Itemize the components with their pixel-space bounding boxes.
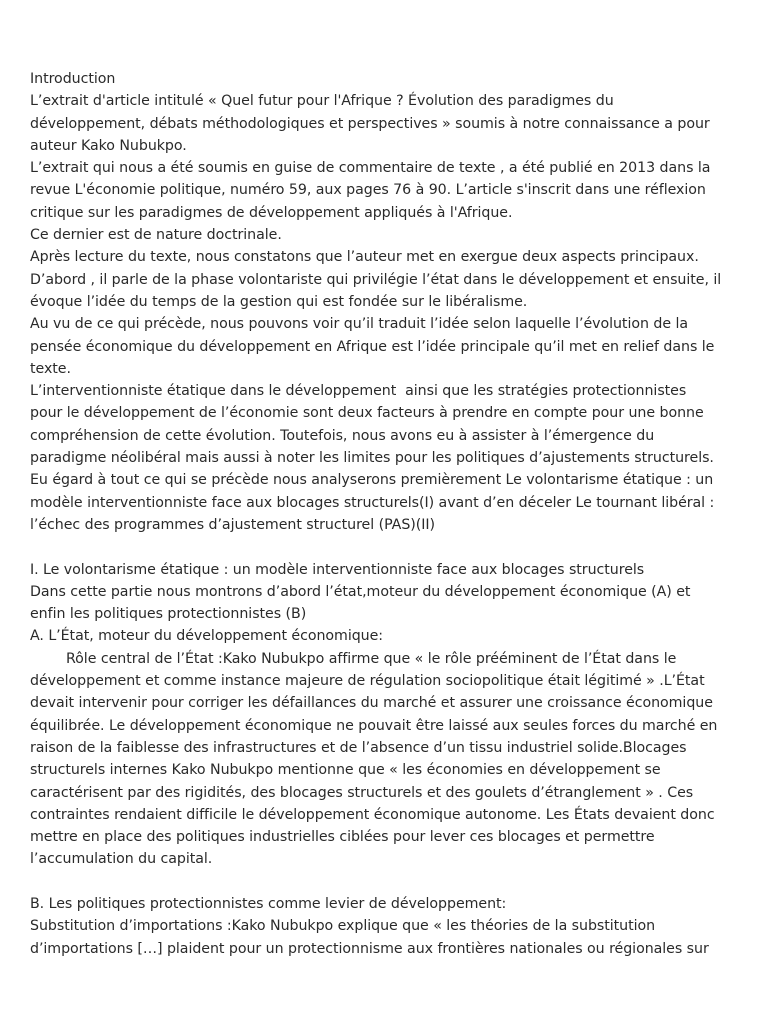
intro-line: pensée économique du développement en Afrique est l’idée principale qu’il met en relief dans le (30, 338, 715, 355)
intro-line: développement, débats méthodologiques et perspectives » soumis à notre connaissance a pour (30, 115, 710, 132)
section-b-line: Substitution d’importations :Kako Nubukpo explique que « les théories de la substitution (30, 918, 656, 935)
intro-line: auteur Kako Nubukpo. (30, 137, 187, 154)
section-a-line: structurels internes Kako Nubukpo mentionne que « les économies en développement se (30, 762, 661, 779)
intro-line: paradigme néolibéral mais aussi à noter les limites pour les politiques d’ajustements structurels. (30, 450, 714, 467)
intro-line: Au vu de ce qui précède, nous pouvons voir qu’il traduit l’idée selon laquelle l’évolution de la (30, 316, 689, 333)
intro-line: modèle interventionniste face aux blocages structurels(I) avant d’en déceler Le tournant libéral : (30, 494, 715, 511)
intro-line: L’extrait qui nous a été soumis en guise de commentaire de texte , a été publié en 2013 dans la (30, 160, 711, 177)
section-a-heading: A. L’État, moteur du développement économique: (30, 628, 384, 645)
intro-line: Ce dernier est de nature doctrinale. (30, 227, 282, 244)
intro-line: Après lecture du texte, nous constatons que l’auteur met en exergue deux aspects principaux. (30, 249, 699, 266)
intro-line: L’extrait d'article intitulé « Quel futur pour l'Afrique ? Évolution des paradigmes du (30, 93, 614, 110)
section-a-line: mettre en place des politiques industrielles ciblées pour lever ces blocages et permettre (30, 829, 655, 846)
section-b-line: d’importations […] plaident pour un protectionnisme aux frontières nationales ou régionales sur (30, 940, 709, 957)
section-a-line: équilibrée. Le développement économique ne pouvait être laissé aux seules forces du marché en (30, 717, 718, 734)
section-a-line: contraintes rendaient difficile le développement économique autonome. Les États devaient donc (30, 806, 715, 823)
document-body (30, 68, 740, 960)
paragraph-spacer (30, 871, 740, 893)
intro-line: l’échec des programmes d’ajustement structurel (PAS)(II) (30, 516, 435, 533)
section-b-heading: B. Les politiques protectionnistes comme levier de développement: (30, 895, 507, 912)
intro-line: Eu égard à tout ce qui se précède nous analyserons premièrement Le volontarisme étatique : un (30, 472, 714, 489)
part1-line: Dans cette partie nous montrons d’abord l’état,moteur du développement économique (A) et (30, 583, 691, 600)
section-a-line: devait intervenir pour corriger les défaillances du marché et assurer une croissance économique (30, 695, 713, 712)
paragraph-spacer (30, 536, 740, 558)
section-a-line: l’accumulation du capital. (30, 851, 213, 868)
intro-line: revue L'économie politique, numéro 59, aux pages 76 à 90. L’article s'inscrit dans une réflexion (30, 182, 706, 199)
intro-line: évoque l’idée du temps de la gestion qui est fondée sur le libéralisme. (30, 293, 528, 310)
intro-line: pour le développement de l’économie sont deux facteurs à prendre en compte pour une bonne (30, 405, 704, 422)
section-a-line: développement et comme instance majeure de régulation sociopolitique était légitimé » .L’État (30, 673, 705, 690)
intro-line: texte. (30, 360, 71, 377)
part1-line: enfin les politiques protectionnistes (B) (30, 606, 307, 623)
part1-heading: I. Le volontarisme étatique : un modèle interventionniste face aux blocages structurels (30, 561, 645, 578)
intro-heading: Introduction (30, 71, 116, 87)
intro-line: D’abord , il parle de la phase volontariste qui privilégie l’état dans le développement et ensuite, il (30, 271, 722, 288)
section-a-line: caractérisent par des rigidités, des blocages structurels et des goulets d’étranglement » . Ces (30, 784, 694, 801)
intro-line: compréhension de cette évolution. Toutefois, nous avons eu à assister à l’émergence du (30, 427, 655, 444)
intro-line: L’interventionniste étatique dans le développement ainsi que les stratégies protectionnistes (30, 383, 687, 400)
intro-line: critique sur les paradigmes de développement appliqués à l'Afrique. (30, 204, 513, 221)
section-a-line: raison de la faiblesse des infrastructures et de l’absence d’un tissu industriel solide.Blocages (30, 739, 687, 756)
section-a-line: Rôle central de l’État :Kako Nubukpo affirme que « le rôle prééminent de l’État dans le (66, 650, 677, 667)
